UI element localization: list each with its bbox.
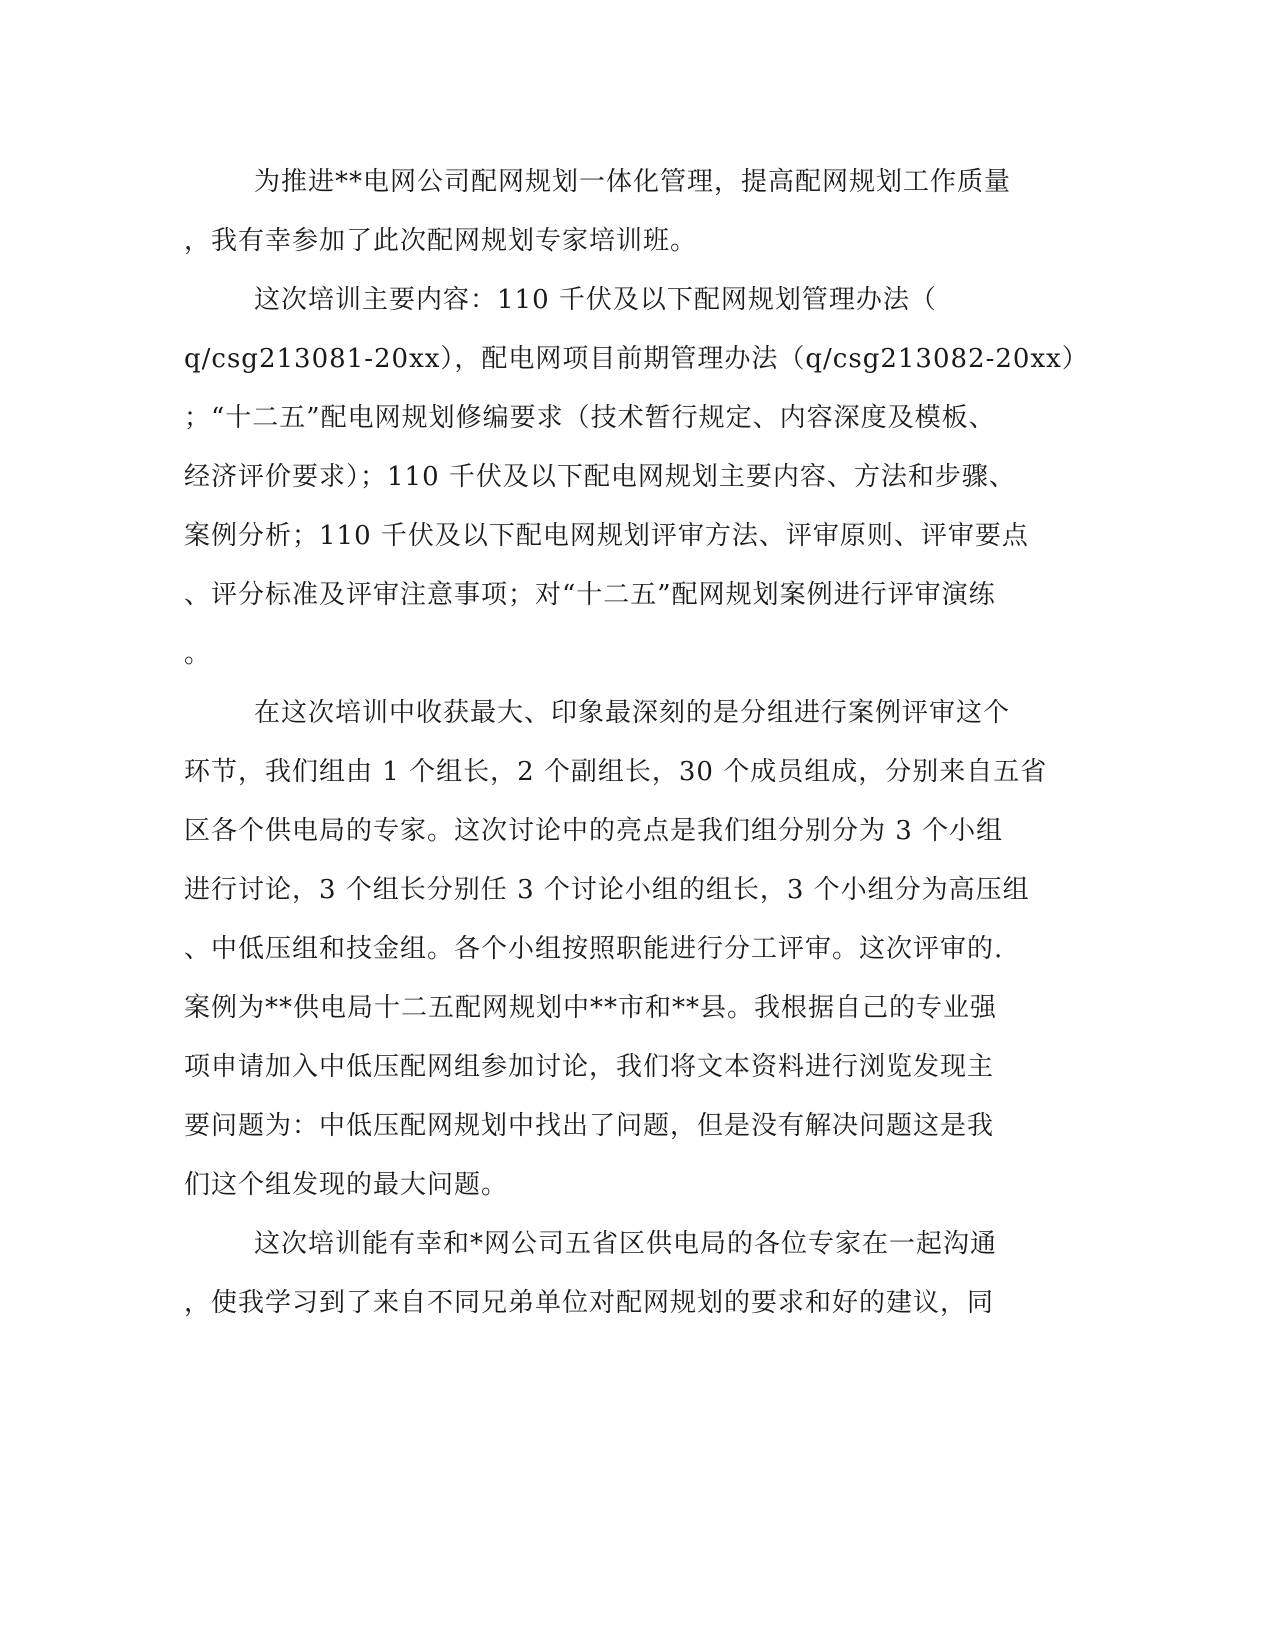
text-line: 、中低压组和技金组。各个小组按照职能进行分工评审。这次评审的. (184, 934, 1004, 964)
text-line: 要问题为：中低压配网规划中找出了问题，但是没有解决问题这是我 (184, 1111, 995, 1141)
text-line: 。 (184, 639, 212, 669)
text-line: 案例为**供电局十二五配网规划中**市和**县。我根据自己的专业强 (184, 993, 998, 1023)
text-line: 环节，我们组由 1 个组长，2 个副组长，30 个成员组成，分别来自五省 (184, 757, 1048, 787)
text-line: 在这次培训中收获最大、印象最深刻的是分组进行案例评审这个 (254, 698, 1011, 728)
text-line: 经济评价要求）；110 千伏及以下配电网规划主要内容、方法和步骤、 (184, 462, 1016, 492)
text-line: 这次培训能有幸和*网公司五省区供电局的各位专家在一起沟通 (254, 1229, 998, 1259)
text-line: q/csg213081-20xx），配电网项目前期管理办法（q/csg213082-20xx） (184, 344, 1089, 374)
text-line: 区各个供电局的专家。这次讨论中的亮点是我们组分别分为 3 个小组 (184, 816, 1004, 846)
text-line: ；“十二五”配电网规划修编要求（技术暂行规定、内容深度及模板、 (184, 403, 996, 433)
text-line: 们这个组发现的最大问题。 (184, 1170, 509, 1200)
text-line: 为推进**电网公司配网规划一体化管理，提高配网规划工作质量 (254, 167, 1012, 197)
paragraph-1 (184, 153, 1044, 271)
paragraph-2 (184, 271, 1089, 684)
paragraph-3 (184, 684, 1048, 1215)
text-line: 这次培训主要内容：110 千伏及以下配网规划管理办法（ (254, 285, 937, 315)
text-line: 案例分析；110 千伏及以下配电网规划评审方法、评审原则、评审要点 (184, 521, 1029, 551)
text-line: ，使我学习到了来自不同兄弟单位对配网规划的要求和好的建议，同 (184, 1288, 995, 1318)
text-line: 项申请加入中低压配网组参加讨论，我们将文本资料进行浏览发现主 (184, 1052, 995, 1082)
paragraph-4 (184, 1215, 1044, 1333)
text-line: 进行讨论，3 个组长分别任 3 个讨论小组的组长，3 个小组分为高压组 (184, 875, 1030, 905)
text-line: ，我有幸参加了此次配网规划专家培训班。 (184, 226, 698, 256)
text-line: 、评分标准及评审注意事项；对“十二五”配网规划案例进行评审演练 (184, 580, 996, 610)
document-body (184, 153, 1089, 1333)
